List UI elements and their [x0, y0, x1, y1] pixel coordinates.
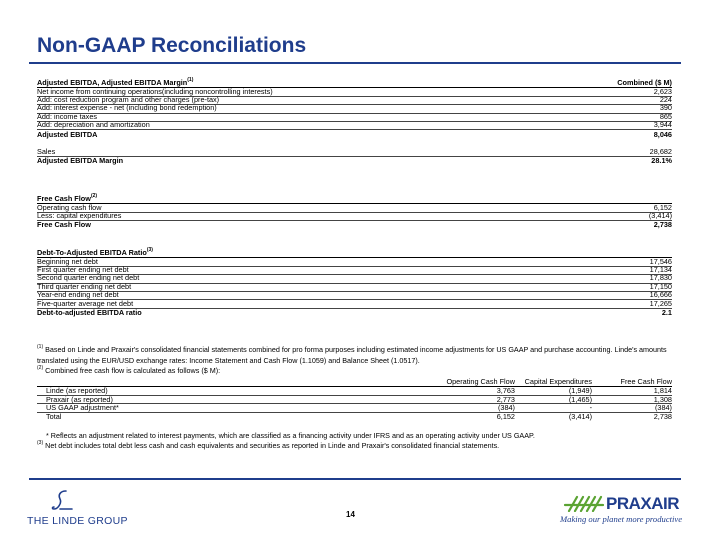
row-value: 3,944 [653, 120, 672, 130]
row-value: 28.1% [651, 156, 672, 166]
row-label: Total [46, 412, 62, 422]
row-value: 390 [659, 103, 672, 113]
footnote-text: Based on Linde and Praxair's consolidated financial statements combined for pro forma purposes including estimated income adjustments for US GAAP and purchase accounting. Linde's amounts translated using the EUR/USD exchange rates: Income Statement and Cash Flow (1.1059) and Balance Sheet (1.0517). [37, 345, 667, 365]
column-header: Operating Cash Flow [446, 377, 515, 386]
table-row [37, 275, 672, 283]
praxair-wordmark: PRAXAIR [606, 494, 680, 513]
row-label: Add: interest expense - net (including bond redemption) [37, 103, 217, 113]
footnotes-continued [37, 431, 677, 451]
table-row [37, 258, 672, 266]
footnote-3 [37, 441, 677, 451]
cell-capex: (3,414) [568, 412, 592, 422]
table-row-total [37, 157, 672, 165]
row-label: Adjusted EBITDA [37, 129, 98, 139]
footer-divider [29, 478, 681, 480]
table-row-total [37, 413, 672, 422]
ebitda-header-label: Adjusted EBITDA, Adjusted EBITDA Margin [37, 78, 188, 88]
row-value: 2.1 [661, 307, 672, 317]
cell-fcf: 1,308 [653, 394, 672, 404]
table-row-total [37, 130, 672, 138]
row-value: 17,830 [649, 273, 672, 283]
footnotes [37, 345, 677, 377]
cell-ocf: 2,773 [496, 394, 515, 404]
column-header: Capital Expenditures [524, 377, 592, 386]
row-value: 17,134 [649, 264, 672, 274]
footnote-ref: (3) [146, 247, 153, 254]
cell-fcf: (384) [654, 403, 672, 413]
fcf-breakdown-table [37, 378, 672, 422]
row-label: Add: cost reduction program and other charges (pre-tax) [37, 94, 220, 104]
row-label: Add: income taxes [37, 111, 98, 121]
row-label: First quarter ending net debt [37, 264, 129, 274]
row-label: Five-quarter average net debt [37, 298, 134, 308]
ebitda-table [37, 77, 672, 166]
debt-header [37, 247, 672, 258]
table-row-total [37, 309, 672, 317]
row-label: Less: capital expenditures [37, 210, 122, 220]
row-label: US GAAP adjustment* [46, 403, 119, 413]
row-value: 2,738 [653, 220, 672, 230]
footnote-text: Net debt includes total debt less cash and cash equivalents and securities as reported in Linde and Praxair's consolidated financial statements. [45, 441, 500, 450]
row-label: Operating cash flow [37, 202, 102, 212]
row-label: Sales [37, 146, 56, 156]
row-label: Year-end ending net debt [37, 290, 119, 300]
row-label: Third quarter ending net debt [37, 281, 132, 291]
cell-fcf: 2,738 [653, 412, 672, 422]
row-value: 6,152 [653, 202, 672, 212]
cell-capex: (1,465) [568, 394, 592, 404]
row-label: Adjusted EBITDA Margin [37, 156, 124, 166]
page-number: 14 [346, 510, 355, 519]
row-label: Second quarter ending net debt [37, 273, 140, 283]
footnote-text: Combined free cash flow is calculated as follows ($ M): [45, 366, 221, 375]
footnote-2 [37, 366, 677, 377]
row-label: Add: depreciation and amortization [37, 120, 150, 130]
table-row [37, 210, 672, 221]
footnote-ref: (1) [187, 77, 194, 84]
debt-table [37, 247, 672, 317]
row-value: 224 [659, 94, 672, 104]
row-value: 17,150 [649, 281, 672, 291]
table-row [37, 146, 672, 157]
row-label: Debt-to-adjusted EBITDA ratio [37, 307, 142, 317]
table-row [37, 204, 672, 212]
praxair-tagline: Making our planet more productive [560, 514, 683, 524]
row-label: Praxair (as reported) [46, 394, 113, 404]
row-label: Linde (as reported) [46, 385, 108, 395]
row-value: 8,046 [653, 129, 672, 139]
table-row [37, 122, 672, 130]
footnote-marker: (2) [37, 365, 44, 371]
asterisk-note: * Reflects an adjustment related to interest payments, which are classified as a financing activity under IFRS and as an operating activity under US GAAP. [46, 431, 535, 440]
linde-group-name: THE LINDE GROUP [27, 515, 128, 527]
title-divider [29, 62, 681, 64]
column-header: Free Cash Flow [620, 377, 672, 386]
row-label: Free Cash Flow [37, 220, 91, 230]
table-row [37, 281, 672, 292]
cell-capex: - [589, 403, 592, 413]
cell-ocf: (384) [497, 403, 515, 413]
footnote-1 [37, 345, 677, 366]
fcf-table [37, 193, 672, 230]
row-value: 17,546 [649, 256, 672, 266]
debt-header-label: Debt-To-Adjusted EBITDA Ratio [37, 248, 147, 258]
fcf-header-label: Free Cash Flow [37, 194, 91, 204]
row-value: 28,682 [649, 146, 672, 156]
page-title: Non-GAAP Reconciliations [37, 34, 307, 57]
footnote-marker: (1) [37, 344, 44, 350]
cell-ocf: 6,152 [496, 412, 515, 422]
cell-fcf: 1,814 [653, 385, 672, 395]
row-label: Net income from continuing operations(including noncontrolling interests) [37, 86, 273, 96]
row-value: 16,666 [649, 290, 672, 300]
table-row [37, 396, 672, 405]
table-row-total [37, 221, 672, 229]
ebitda-column-header: Combined ($ M) [617, 78, 672, 88]
row-value: 17,265 [649, 298, 672, 308]
cell-capex: (1,949) [568, 385, 592, 395]
table-row [37, 105, 672, 113]
footnote-ref: (2) [90, 193, 98, 200]
row-value: 865 [659, 111, 672, 121]
row-value: (3,414) [648, 210, 672, 220]
row-value: 2,623 [653, 86, 672, 96]
row-label: Beginning net debt [37, 256, 98, 266]
cell-ocf: 3,763 [496, 385, 515, 395]
fcf-header [37, 193, 672, 204]
footnote-marker: (3) [37, 440, 44, 446]
